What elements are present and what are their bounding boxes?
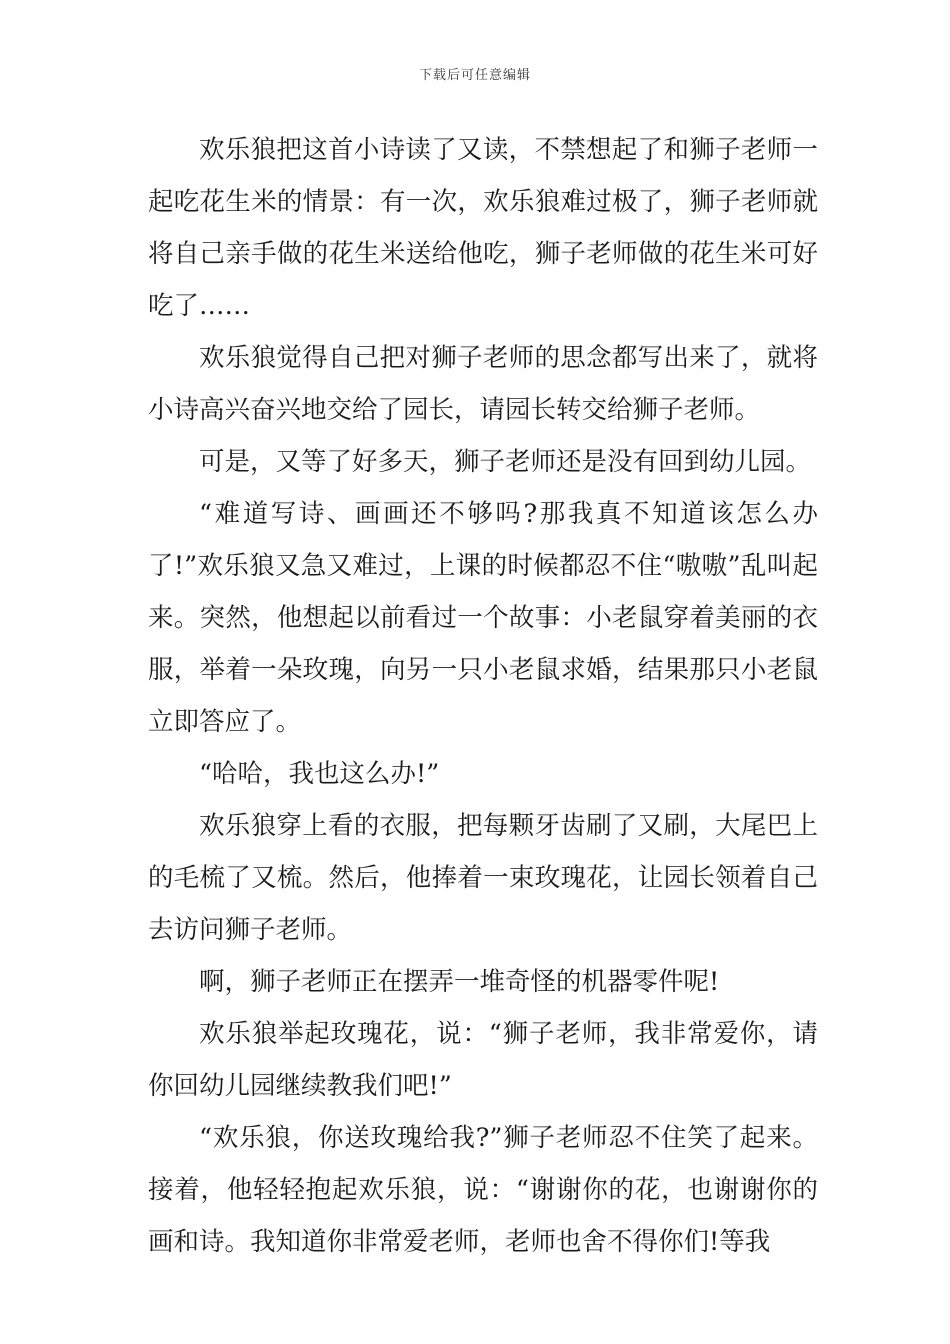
paragraph: 欢乐狼穿上看的衣服，把每颗牙齿刷了又刷，大尾巴上的毛梳了又梳。然后，他捧着一束玫瑰花，让园长领着自己去访问狮子老师。 — [148, 811, 818, 945]
paragraph: “难道写诗、画画还不够吗?那我真不知道该怎么办了!”欢乐狼又急又难过，上课的时候都忍不住“嗷嗷”乱叫起来。突然，他想起以前看过一个故事：小老鼠穿着美丽的衣服，举着一朵玫瑰，向另一只小老鼠求婚，结果那只小老鼠立即答应了。 — [148, 499, 818, 737]
paragraph: 欢乐狼觉得自己把对狮子老师的思念都写出来了，就将小诗高兴奋兴地交给了园长，请园长转交给狮子老师。 — [148, 343, 818, 425]
paragraph: 欢乐狼举起玫瑰花，说：“狮子老师，我非常爱你，请你回幼儿园继续教我们吧!” — [148, 1019, 818, 1101]
paragraph: 啊，狮子老师正在摆弄一堆奇怪的机器零件呢! — [199, 967, 720, 997]
paragraph: 欢乐狼把这首小诗读了又读，不禁想起了和狮子老师一起吃花生米的情景：有一次，欢乐狼难过极了，狮子老师就将自己亲手做的花生米送给他吃，狮子老师做的花生米可好吃了…… — [148, 135, 818, 321]
paragraph: “欢乐狼，你送玫瑰给我?”狮子老师忍不住笑了起来。接着，他轻轻抱起欢乐狼，说：“谢谢你的花，也谢谢你的画和诗。我知道你非常爱老师，老师也舍不得你们!等我 — [148, 1123, 818, 1257]
paragraph: 可是，又等了好多天，狮子老师还是没有回到幼儿园。 — [199, 447, 812, 477]
paragraph: “哈哈，我也这么办!” — [199, 759, 440, 789]
page-header: 下载后可任意编辑 — [418, 68, 531, 83]
story-text — [148, 124, 818, 1268]
